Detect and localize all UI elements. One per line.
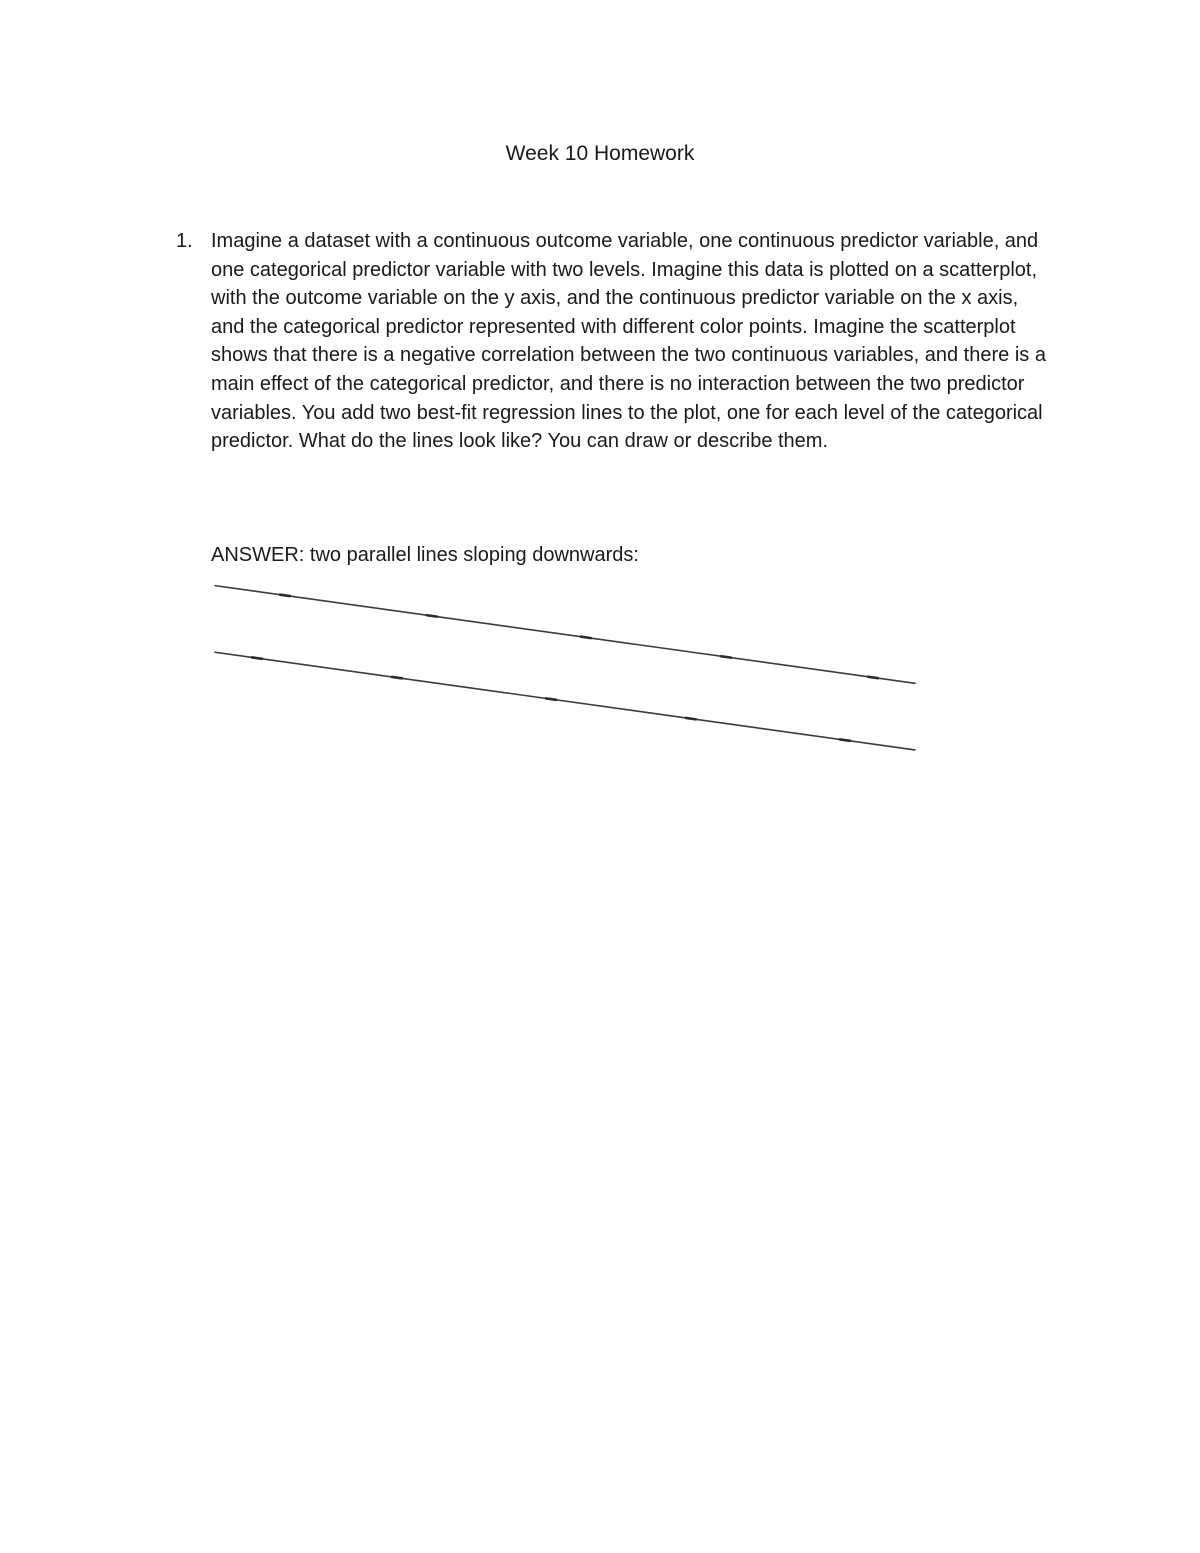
line-2-mark-4 [686,718,696,719]
question-text: Imagine a dataset with a continuous outcome variable, one continuous predictor variable, and one categorical predictor variable with two levels. Imagine this data is plotted on a scatterplot, with the outcome variable on the y axis, and the continuous predictor variable on the x axis, and the categorical predictor represented with different color points. Imagine the scatterplot shows that there is a negative correlation between the two continuous variables, and there is a main effect of the categorical predictor, and there is no interaction between the two predictor variables. You add two best-fit regression lines to the plot, one for each level of the categorical predictor. What do the lines look like? You can draw or describe them. [211,230,1046,453]
regression-line-2 [215,652,915,750]
question-item [176,227,1046,456]
line-1-mark-2 [427,615,437,616]
answer-text: ANSWER: two parallel lines sloping downwards: [211,544,639,566]
line-2-mark-2 [392,677,402,678]
line-1-mark-5 [868,677,878,678]
line-2-mark-5 [840,739,850,740]
line-2-mark-3 [546,698,556,699]
line-1-mark-4 [721,656,731,657]
line-2-mark-1 [252,657,262,658]
line-1-mark-1 [280,595,290,596]
question-number: 1. [176,230,193,252]
document-title: Week 10 Homework [505,142,695,165]
regression-line-1 [215,586,915,684]
line-1-mark-3 [581,637,591,638]
